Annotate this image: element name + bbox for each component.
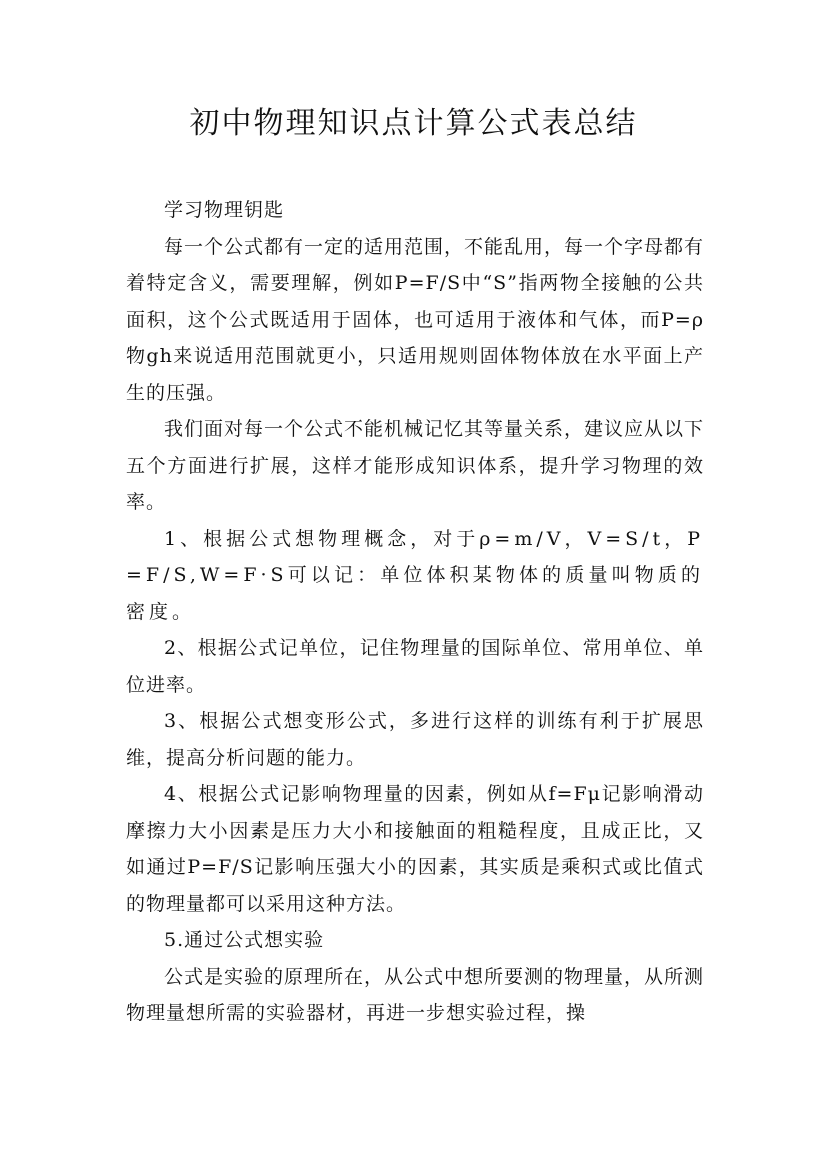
paragraph-formula-scope: 每一个公式都有一定的适用范围，不能乱用，每一个字母都有着特定含义，需要理解，例如P=F/S中“S”指两物全接触的公共面积，这个公式既适用于固体，也可适用于液体和气体，而P=ρ物gh来说适用范围就更小，只适用规则固体物体放在水平面上产生的压强。 (126, 235, 705, 404)
list-item-factors: 4、根据公式记影响物理量的因素，例如从f=Fμ记影响滑动摩擦力大小因素是压力大小和接触面的粗糙程度，且成正比，又如通过P=F/S记影响压强大小的因素，其实质是乘积式或比值式的物理量都可以采用这种方法。 (126, 783, 704, 915)
paragraph-experiment-principle: 公式是实验的原理所在，从公式中想所要测的物理量，从所测物理量想所需的实验器材，再进一步想实验过程，操 (126, 965, 705, 1024)
list-item-concepts: 1、根据公式想物理概念，对于ρ=m/V，V=S/t，P=F/S,W=F·S可以记：单位体积某物体的质量叫物质的密度。 (126, 527, 704, 623)
document-title: 初中物理知识点计算公式表总结 (189, 106, 638, 141)
paragraph-five-aspects: 我们面对每一个公式不能机械记忆其等量关系，建议应从以下五个方面进行扩展，这样才能形成知识体系，提升学习物理的效率。 (126, 418, 705, 513)
section-heading-study-key: 学习物理钥匙 (164, 199, 285, 221)
document-body (126, 192, 704, 1032)
list-item-units: 2、根据公式记单位，记住物理量的国际单位、常用单位、单位进率。 (126, 637, 704, 696)
list-item-variants: 3、根据公式想变形公式，多进行这样的训练有利于扩展思维，提高分析问题的能力。 (126, 710, 704, 769)
section-heading-experiments: 5.通过公式想实验 (164, 929, 325, 951)
